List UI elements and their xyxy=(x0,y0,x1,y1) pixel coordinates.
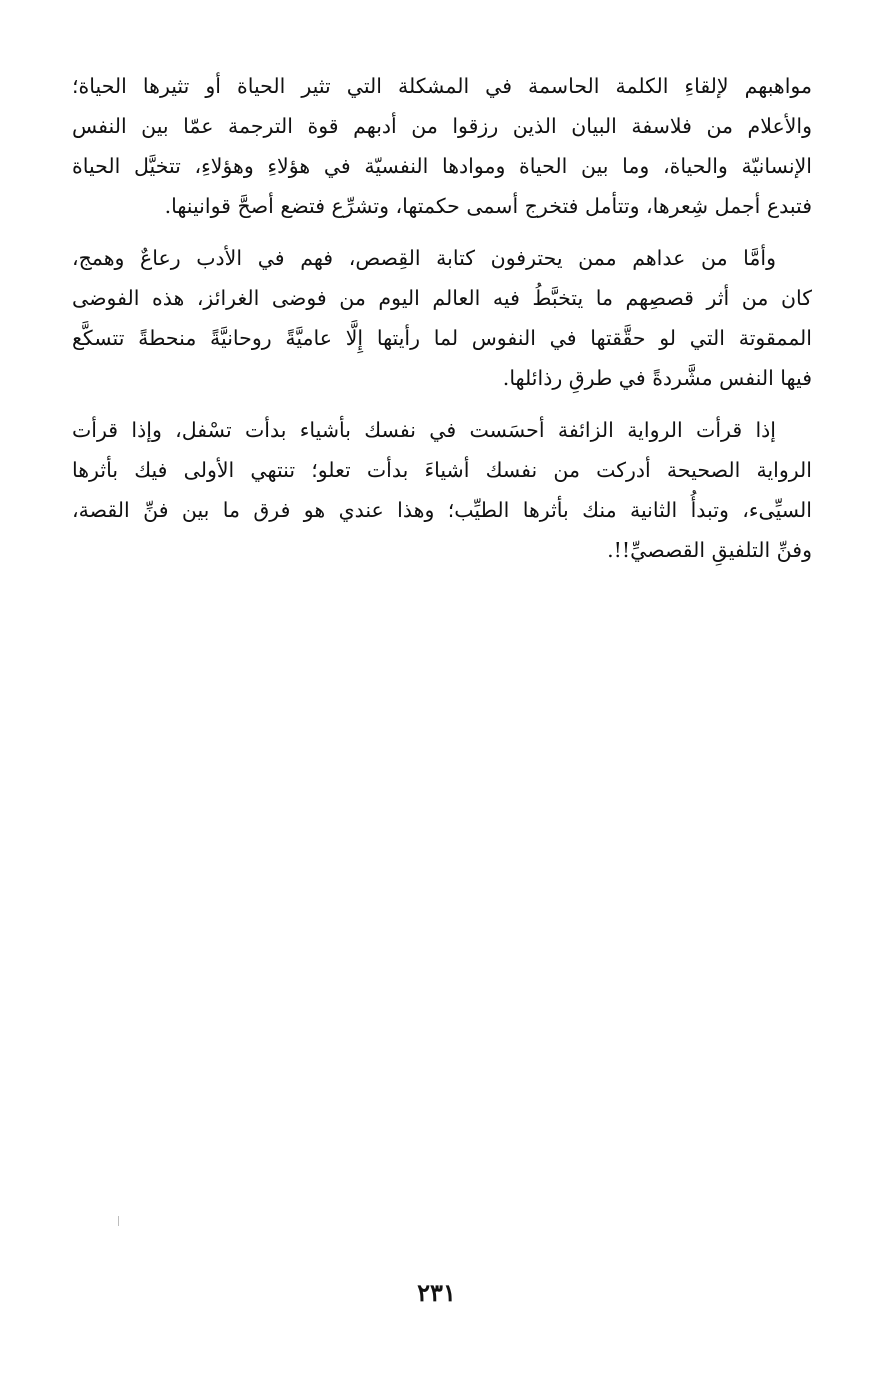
text-line: والأعلام من فلاسفة البيان الذين رزقوا من أدبهم قوة الترجمة عمّا بين النفس xyxy=(72,114,812,138)
text-line: مواهبهم لإلقاءِ الكلمة الحاسمة في المشكلة التي تثير الحياة أو تثيرها الحياة؛ xyxy=(72,74,812,98)
text-line: السيِّىء، وتبدأُ الثانية منك بأثرها الطيِّب؛ وهذا عندي هو فرق ما بين فنِّ القصة، xyxy=(72,498,812,522)
text-line: فتبدع أجمل شِعرها، وتتأمل فتخرج أسمى حكمتها، وتشرِّع فتضع أصحَّ قوانينها. xyxy=(164,194,812,218)
body-text xyxy=(72,66,812,582)
text-line: الإنسانيّة والحياة، وما بين الحياة وموادها النفسيّة في هؤلاءِ وهؤلاءِ، تتخيَّل الحياة xyxy=(72,154,812,178)
paragraph-1 xyxy=(72,66,812,226)
text-line: وفنِّ التلفيقِ القصصيِّ!!. xyxy=(607,538,812,562)
text-line: كان من أثر قصصِهم ما يتخبَّطُ فيه العالم اليوم من فوضى الغرائز، هذه الفوضى xyxy=(72,286,812,310)
page-number: ٢٣١ xyxy=(417,1278,456,1307)
text-line: فيها النفس مشَّردةً في طرقِ رذائلها. xyxy=(502,366,812,390)
text-line: إذا قرأت الرواية الزائفة أحسَست في نفسك بأشياء بدأت تسْفل، وإذا قرأت xyxy=(72,418,776,442)
paragraph-2 xyxy=(72,238,812,398)
text-line: الرواية الصحيحة أدركت من نفسك أشياءَ بدأت تعلو؛ تنتهي الأولى فيك بأثرها xyxy=(72,458,812,482)
text-line: وأمَّا من عداهم ممن يحترفون كتابة القِصص، فهم في الأدب رعاعٌ وهمج، xyxy=(72,246,776,270)
paragraph-3 xyxy=(72,410,812,570)
scan-mark xyxy=(118,1216,119,1226)
text-line: الممقوتة التي لو حقَّقتها في النفوس لما رأيتها إِلَّا عاميَّةً روحانيَّةً منحطةً تتسكَّع xyxy=(72,326,812,350)
